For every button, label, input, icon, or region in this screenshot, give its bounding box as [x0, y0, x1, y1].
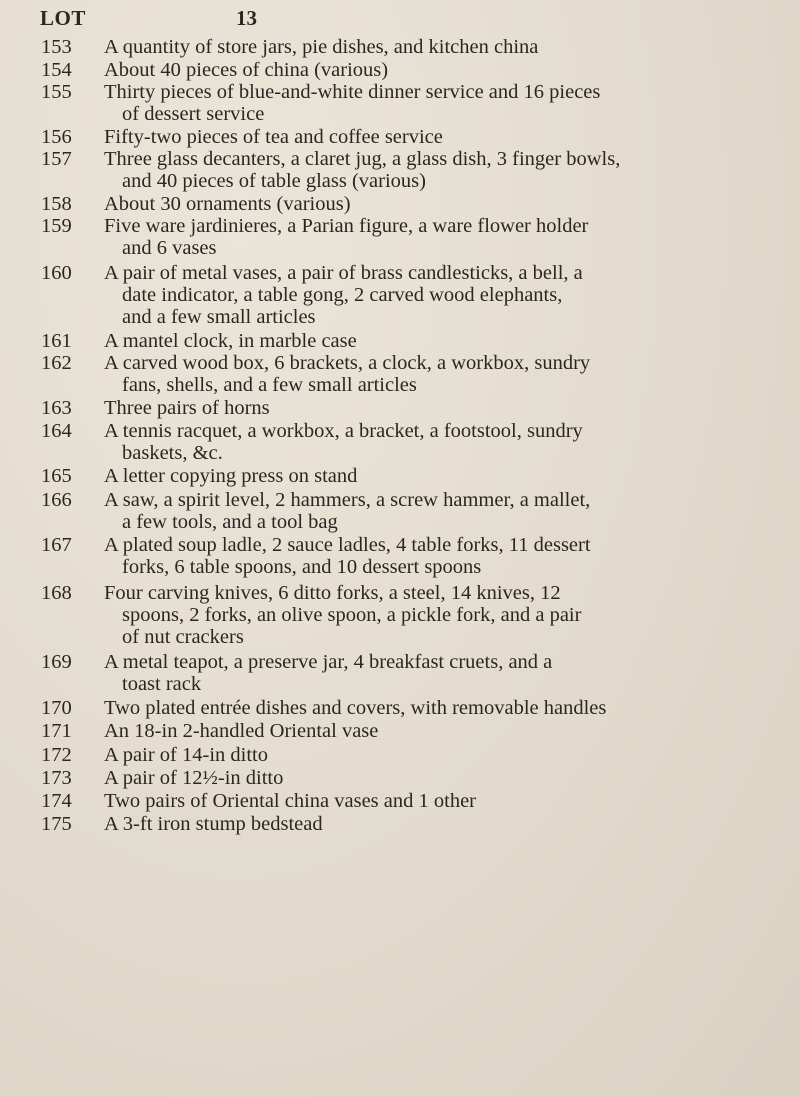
description-line: A carved wood box, 6 brackets, a clock, a workbox, sundry	[104, 352, 591, 374]
lot-description	[104, 697, 664, 719]
lot-description	[104, 215, 664, 259]
description-line: An 18-in 2-handled Oriental vase	[104, 720, 379, 742]
description-line: Fifty-two pieces of tea and coffee service	[104, 126, 443, 148]
lot-description	[104, 352, 664, 396]
description-line: Two plated entrée dishes and covers, with removable handles	[104, 697, 607, 719]
description-line: fans, shells, and a few small articles	[122, 374, 417, 396]
lot-number: 164	[41, 420, 72, 442]
page-header	[0, 6, 800, 36]
lot-number: 173	[41, 767, 72, 789]
lot-column-heading: LOT	[40, 6, 86, 30]
lot-number: 157	[41, 148, 72, 170]
lot-description	[104, 790, 664, 812]
lot-number: 175	[41, 813, 72, 835]
description-line: Three glass decanters, a claret jug, a glass dish, 3 finger bowls,	[104, 148, 621, 170]
description-line: A metal teapot, a preserve jar, 4 breakfast cruets, and a	[104, 651, 553, 673]
lot-description	[104, 262, 664, 328]
page-number: 13	[236, 6, 257, 30]
description-line: and a few small articles	[122, 306, 316, 328]
description-line: A saw, a spirit level, 2 hammers, a screw hammer, a mallet,	[104, 489, 591, 511]
description-line: Five ware jardinieres, a Parian figure, a ware flower holder	[104, 215, 589, 237]
lot-number: 167	[41, 534, 72, 556]
lot-number: 169	[41, 651, 72, 673]
description-line: a few tools, and a tool bag	[122, 511, 338, 533]
description-line: Four carving knives, 6 ditto forks, a steel, 14 knives, 12	[104, 582, 561, 604]
description-line: About 30 ornaments (various)	[104, 193, 351, 215]
description-line: About 40 pieces of china (various)	[104, 59, 389, 81]
lot-number: 174	[41, 790, 72, 812]
description-line: Three pairs of horns	[104, 397, 270, 419]
description-line: and 40 pieces of table glass (various)	[122, 170, 426, 192]
lot-number: 156	[41, 126, 72, 148]
description-line: baskets, &c.	[122, 442, 223, 464]
lot-description	[104, 534, 664, 578]
description-line: A mantel clock, in marble case	[104, 330, 357, 352]
description-line: date indicator, a table gong, 2 carved wood elephants,	[122, 284, 563, 306]
lot-description	[104, 720, 664, 742]
lot-number: 160	[41, 262, 72, 284]
description-line: Thirty pieces of blue-and-white dinner service and 16 pieces	[104, 81, 601, 103]
lot-description	[104, 582, 664, 648]
description-line: A pair of metal vases, a pair of brass candlesticks, a bell, a	[104, 262, 583, 284]
lot-description	[104, 81, 664, 125]
lot-number: 168	[41, 582, 72, 604]
description-line: Two pairs of Oriental china vases and 1 other	[104, 790, 477, 812]
lot-description	[104, 397, 664, 419]
lot-number: 170	[41, 697, 72, 719]
lot-description	[104, 36, 664, 58]
lot-description	[104, 651, 664, 695]
description-line: A pair of 12½-in ditto	[104, 767, 284, 789]
lot-number: 159	[41, 215, 72, 237]
lot-description	[104, 489, 664, 533]
description-line: and 6 vases	[122, 237, 217, 259]
description-line: spoons, 2 forks, an olive spoon, a pickle fork, and a pair	[122, 604, 582, 626]
lot-number: 163	[41, 397, 72, 419]
lot-description	[104, 330, 664, 352]
lot-number: 172	[41, 744, 72, 766]
lot-number: 154	[41, 59, 72, 81]
description-line: A plated soup ladle, 2 sauce ladles, 4 table forks, 11 dessert	[104, 534, 591, 556]
lot-description	[104, 420, 664, 464]
description-line: A 3-ft iron stump bedstead	[104, 813, 323, 835]
description-line: of dessert service	[122, 103, 265, 125]
description-line: A pair of 14-in ditto	[104, 744, 268, 766]
description-line: toast rack	[122, 673, 202, 695]
lot-description	[104, 744, 664, 766]
lot-description	[104, 126, 664, 148]
description-line: A letter copying press on stand	[104, 465, 358, 487]
description-line: A tennis racquet, a workbox, a bracket, a footstool, sundry	[104, 420, 583, 442]
description-line: of nut crackers	[122, 626, 244, 648]
lot-number: 171	[41, 720, 72, 742]
lot-number: 153	[41, 36, 72, 58]
lot-number: 165	[41, 465, 72, 487]
lot-number: 155	[41, 81, 72, 103]
description-line: A quantity of store jars, pie dishes, and kitchen china	[104, 36, 539, 58]
lot-number: 166	[41, 489, 72, 511]
lot-description	[104, 465, 664, 487]
lot-description	[104, 193, 664, 215]
description-line: forks, 6 table spoons, and 10 dessert spoons	[122, 556, 482, 578]
lot-number: 158	[41, 193, 72, 215]
lot-description	[104, 813, 664, 835]
lot-description	[104, 59, 664, 81]
lot-description	[104, 767, 664, 789]
lot-number: 162	[41, 352, 72, 374]
lot-number: 161	[41, 330, 72, 352]
lot-description	[104, 148, 664, 192]
